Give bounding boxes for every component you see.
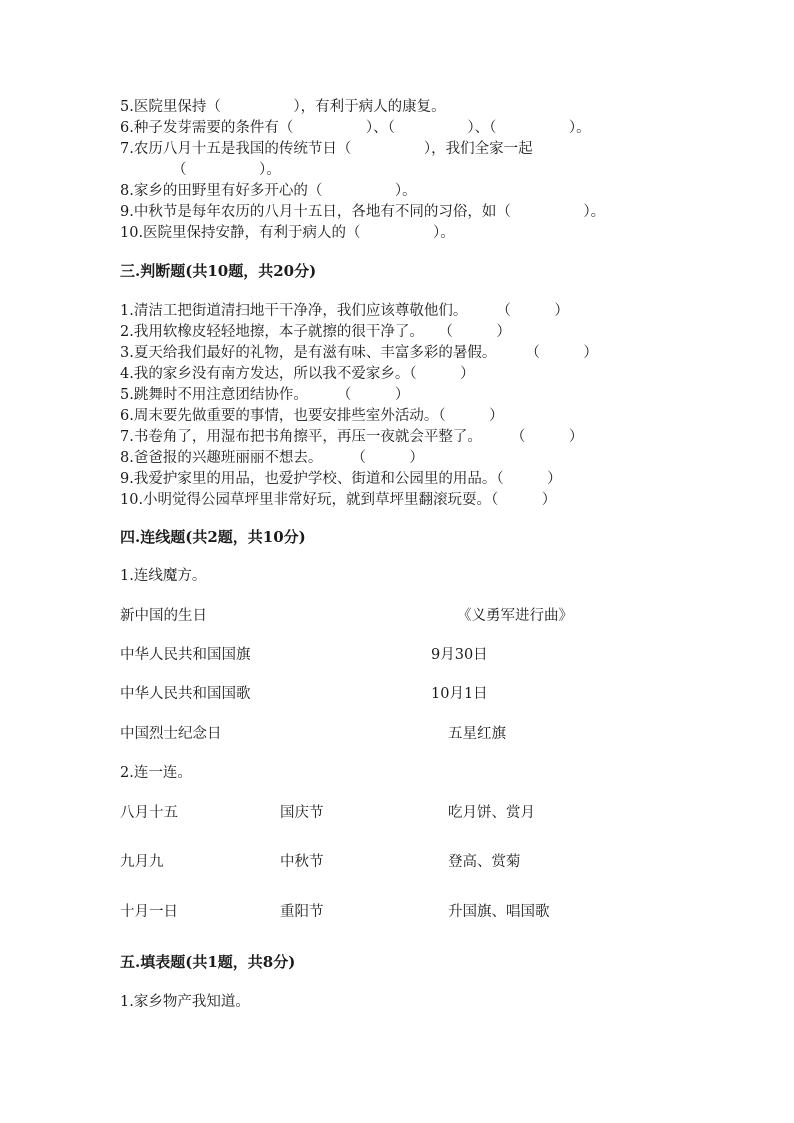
fill-in-item-7-cont: （ ）。 [172, 162, 281, 178]
section-5-title: 五.填表题(共1题，共8分) [120, 953, 296, 971]
fill-in-item-8: 8.家乡的田野里有好多开心的（ ）。 [120, 183, 417, 199]
judge-item-9: 9.我爱护家里的用品，也爱护学校、街道和公园里的用品。（ ） [120, 471, 562, 487]
match-q1-left-1: 新中国的生日 [120, 608, 207, 624]
section-3-title: 三.判断题(共10题，共20分) [120, 262, 317, 280]
match-q1-prompt: 1.连线魔方。 [120, 568, 207, 584]
judge-item-10: 10.小明觉得公园草坪里非常好玩，就到草坪里翻滚玩耍。（ ） [120, 492, 557, 508]
match-q2-col1-1: 八月十五 [120, 805, 178, 821]
judge-item-8: 8.爸爸报的兴趣班丽丽不想去。 （ ） [120, 450, 424, 466]
fill-in-item-5: 5.医院里保持（ ），有利于病人的康复。 [120, 99, 446, 115]
fill-in-item-9: 9.中秋节是每年农历的八月十五日，各地有不同的习俗，如（ ）。 [120, 204, 606, 220]
judge-item-3: 3.夏天给我们最好的礼物，是有滋有味、丰富多彩的暑假。 （ ） [120, 345, 598, 361]
table-q1-prompt: 1.家乡物产我知道。 [120, 994, 250, 1010]
judge-item-5: 5.跳舞时不用注意团结协作。 （ ） [120, 387, 410, 403]
match-q2-col1-2: 九月九 [120, 854, 164, 870]
judge-item-7: 7.书卷角了，用湿布把书角擦平，再压一夜就会平整了。 （ ） [120, 429, 584, 445]
judge-item-6: 6.周末要先做重要的事情，也要安排些室外活动。（ ） [120, 408, 504, 424]
match-q2-col3-2: 登高、赏菊 [448, 854, 521, 870]
fill-in-item-7: 7.农历八月十五是我国的传统节日（ ），我们全家一起 [120, 141, 533, 157]
section-4-title: 四.连线题(共2题，共10分) [120, 528, 306, 546]
match-q1-right-4: 五星红旗 [448, 726, 506, 742]
match-q2-prompt: 2.连一连。 [120, 765, 192, 781]
match-q2-col3-1: 吃月饼、赏月 [448, 805, 535, 821]
match-q1-right-2: 9月30日 [431, 647, 488, 663]
match-q2-col2-3: 重阳节 [280, 904, 324, 920]
match-q1-right-1: 《义勇军进行曲》 [457, 608, 573, 624]
judge-item-4: 4.我的家乡没有南方发达，所以我不爱家乡。（ ） [120, 366, 475, 382]
match-q2-col3-3: 升国旗、唱国歌 [448, 904, 550, 920]
match-q2-col2-2: 中秋节 [280, 854, 324, 870]
fill-in-item-6: 6.种子发芽需要的条件有（ ）、（ ）、（ ）。 [120, 120, 591, 136]
match-q2-col2-1: 国庆节 [280, 805, 324, 821]
fill-in-item-10: 10.医院里保持安静，有利于病人的（ ）。 [120, 225, 455, 241]
match-q1-left-2: 中华人民共和国国旗 [120, 647, 251, 663]
match-q1-right-3: 10月1日 [431, 686, 488, 702]
match-q1-left-4: 中国烈士纪念日 [120, 726, 222, 742]
match-q1-left-3: 中华人民共和国国歌 [120, 686, 251, 702]
match-q2-col1-3: 十月一日 [120, 904, 178, 920]
judge-item-2: 2.我用软橡皮轻轻地擦，本子就擦的很干净了。 （ ） [120, 324, 511, 340]
judge-item-1: 1.清洁工把街道清扫地干干净净，我们应该尊敬他们。 （ ） [120, 303, 569, 319]
